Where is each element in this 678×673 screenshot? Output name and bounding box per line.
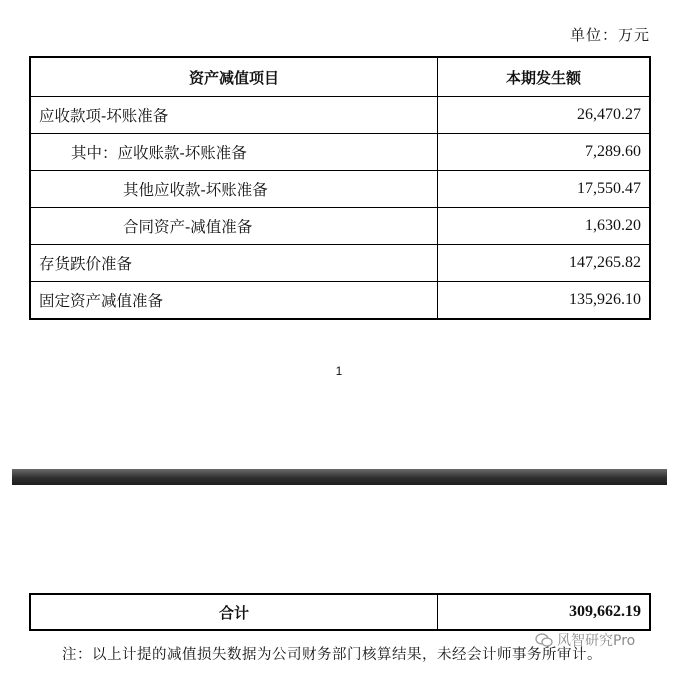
- row-name: 合同资产-减值准备: [30, 208, 438, 245]
- table-row: [30, 282, 650, 320]
- row-name: 存货跌价准备: [30, 245, 438, 282]
- table-row: [30, 171, 650, 208]
- row-name: 应收款项-坏账准备: [30, 97, 438, 134]
- table-row: [30, 245, 650, 282]
- total-value: 309,662.19: [438, 594, 651, 630]
- unit-label: 单位：万元: [569, 26, 650, 44]
- total-row: [30, 594, 650, 630]
- impairment-table: [29, 56, 651, 320]
- row-value: 7,289.60: [438, 134, 651, 171]
- column-header-item: 资产减值项目: [30, 57, 438, 97]
- column-header-amount: 本期发生额: [438, 57, 651, 97]
- total-label: 合计: [30, 594, 438, 630]
- row-name: 其他应收款-坏账准备: [30, 171, 438, 208]
- table-row: [30, 208, 650, 245]
- page-number: 1: [335, 364, 343, 378]
- row-name: 其中：应收账款-坏账准备: [30, 134, 438, 171]
- row-value: 17,550.47: [438, 171, 651, 208]
- table-row: [30, 97, 650, 134]
- row-value: 26,470.27: [438, 97, 651, 134]
- table-row: [30, 134, 650, 171]
- row-value: 135,926.10: [438, 282, 651, 320]
- table-header-row: [30, 57, 650, 97]
- page-divider: [12, 469, 667, 485]
- footnote: 注：以上计提的减值损失数据为公司财务部门核算结果，未经会计师事务所审计。: [62, 647, 602, 663]
- total-table: [29, 593, 651, 631]
- watermark-text: 风智研究Pro: [557, 633, 636, 649]
- row-name: 固定资产减值准备: [30, 282, 438, 320]
- row-value: 147,265.82: [438, 245, 651, 282]
- row-value: 1,630.20: [438, 208, 651, 245]
